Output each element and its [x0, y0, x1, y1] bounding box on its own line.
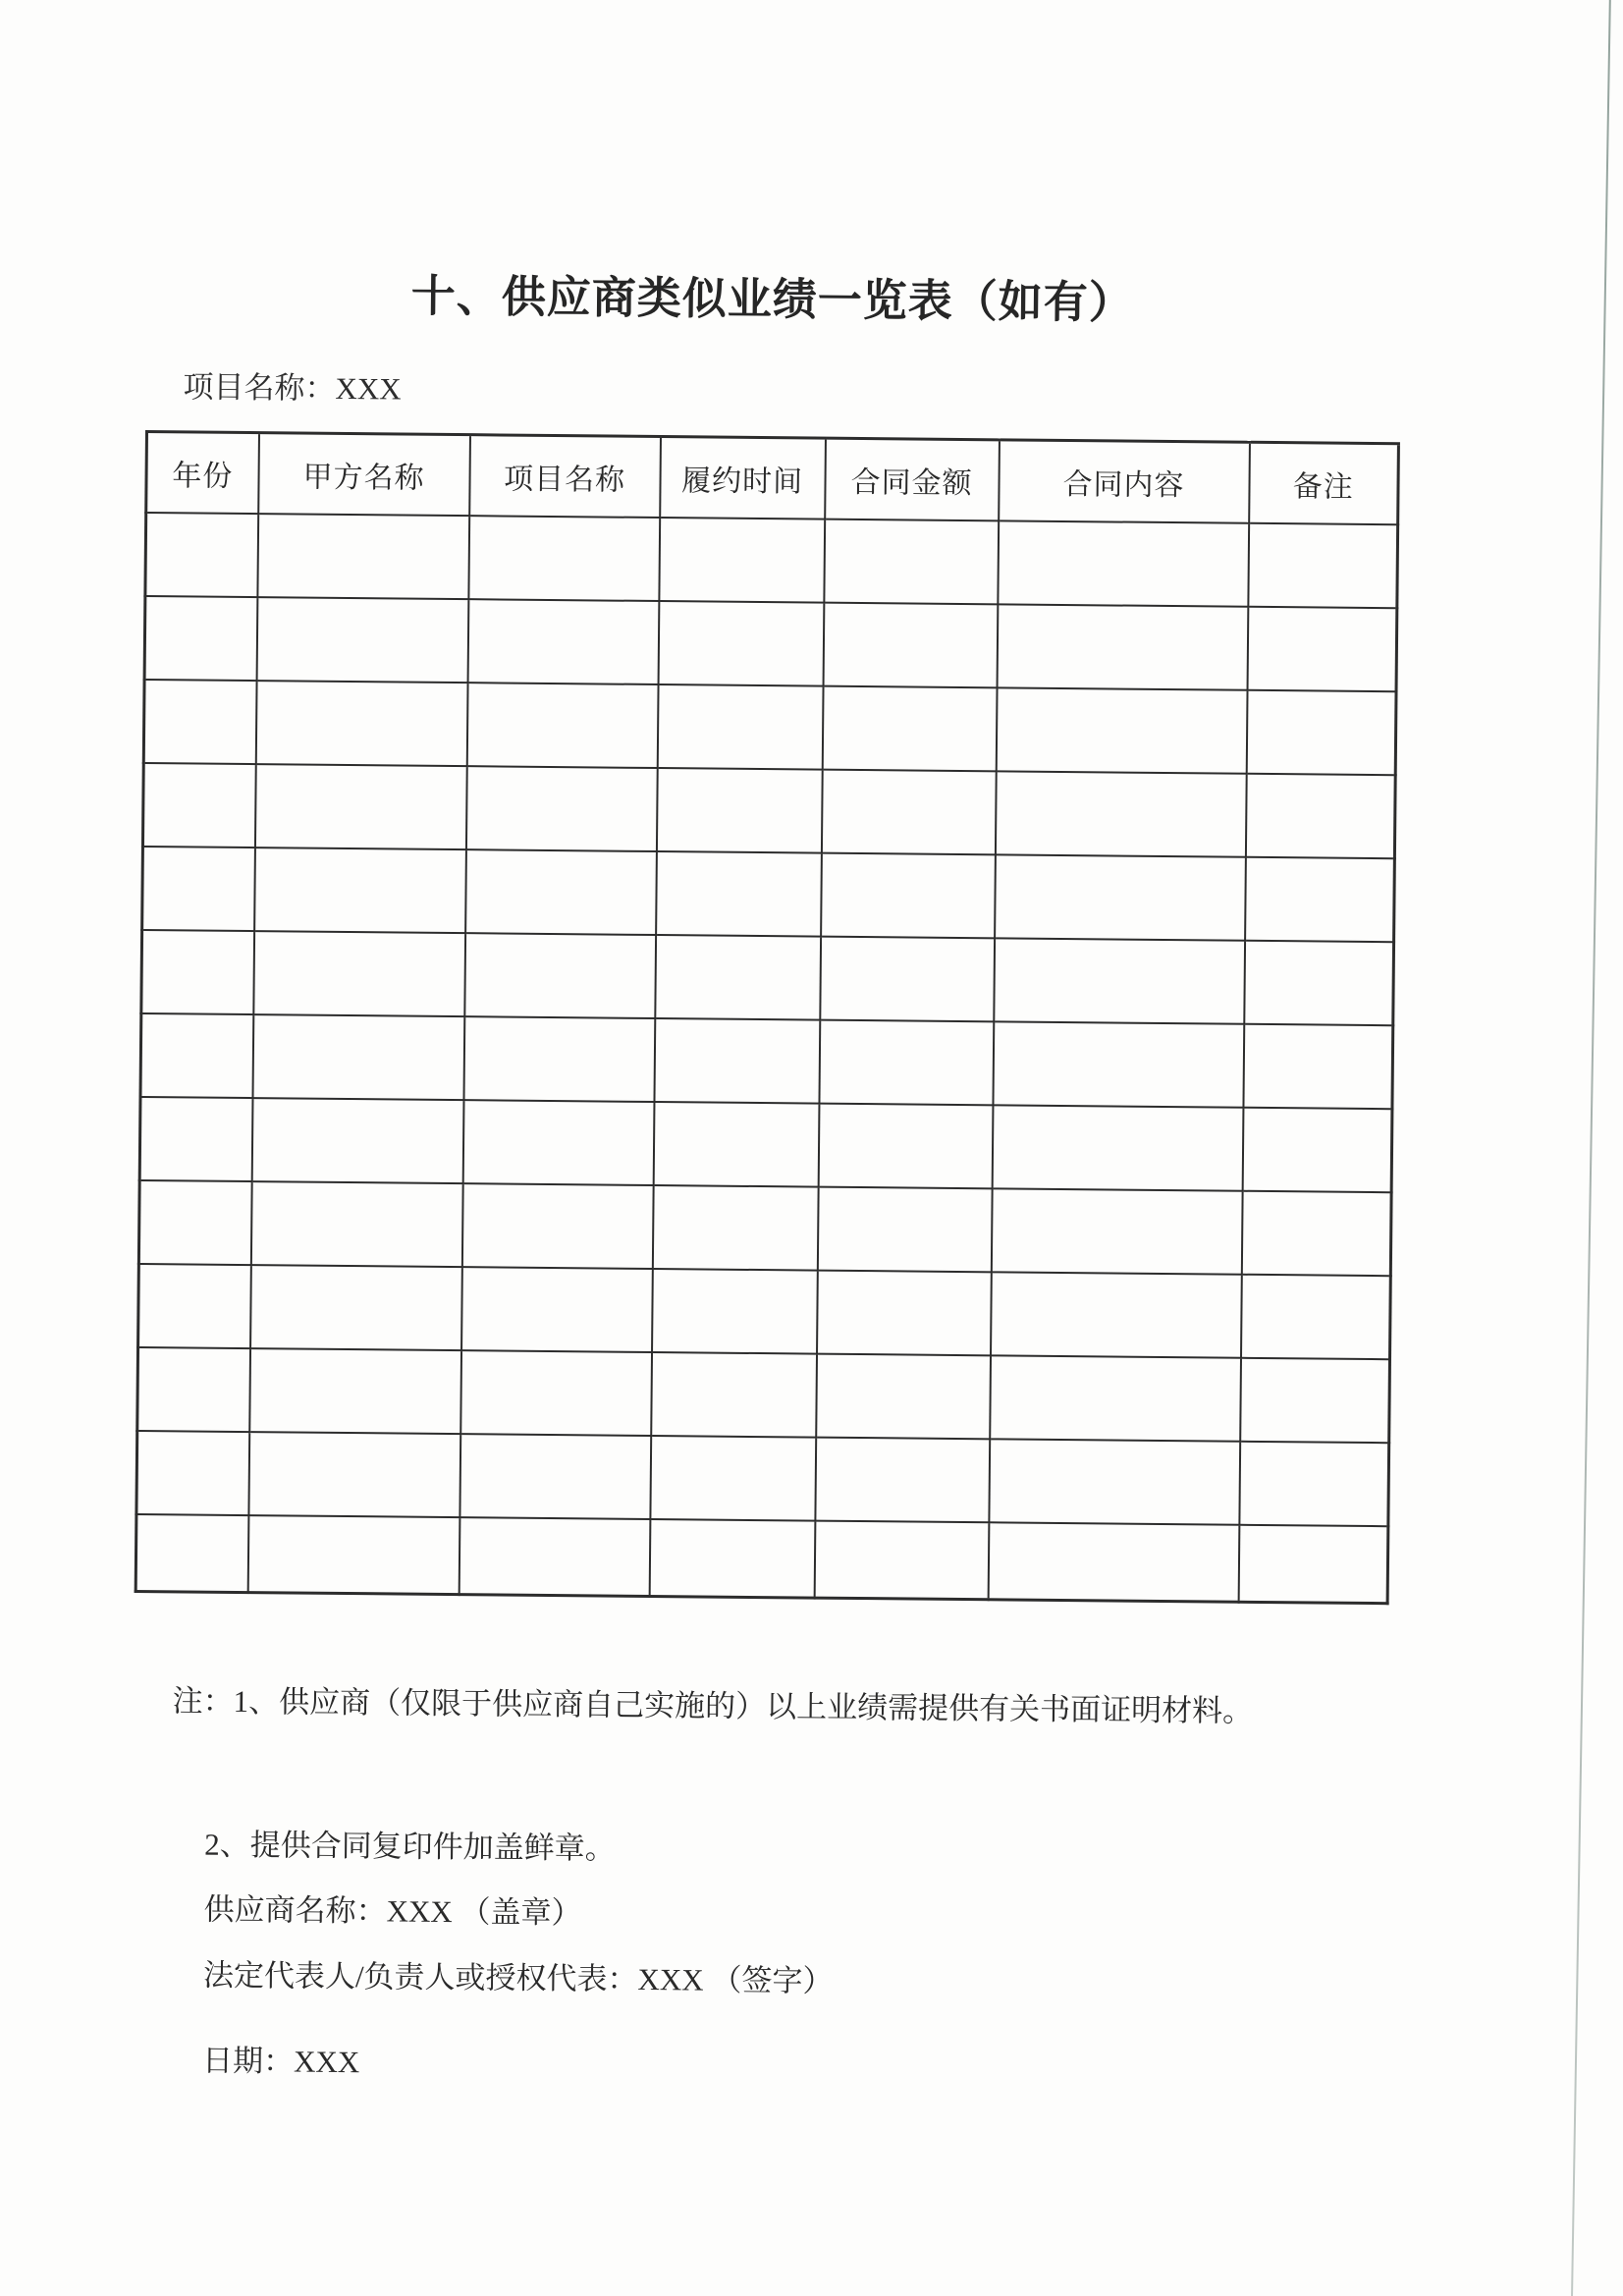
table-cell-empty: [997, 604, 1248, 689]
table-cell-empty: [659, 518, 825, 603]
table-cell-empty: [657, 684, 823, 770]
table-cell-empty: [814, 1520, 989, 1600]
table-cell-empty: [139, 1096, 252, 1180]
table-cell-empty: [818, 1103, 993, 1188]
table-cell-empty: [652, 1268, 818, 1353]
table-cell-empty: [141, 929, 254, 1013]
table-cell-empty: [816, 1353, 991, 1439]
table-row: [142, 846, 1395, 941]
table-cell-empty: [819, 1019, 994, 1105]
table-cell-empty: [460, 1434, 651, 1519]
table-cell-empty: [820, 936, 995, 1021]
table-cell-empty: [658, 601, 824, 686]
table-row: [138, 1179, 1391, 1275]
table-cell-empty: [817, 1186, 992, 1272]
table-row: [143, 680, 1396, 775]
table-row: [140, 1012, 1393, 1108]
table-row: [145, 513, 1398, 608]
table-cell-empty: [256, 597, 468, 683]
table-cell-empty: [459, 1517, 650, 1597]
table-cell-empty: [821, 852, 996, 938]
table-cell-empty: [468, 516, 660, 601]
table-cell-empty: [994, 938, 1245, 1023]
table-cell-empty: [654, 1018, 820, 1104]
table-cell-empty: [996, 687, 1247, 773]
table-cell-empty: [467, 599, 659, 684]
table-header-row: [146, 432, 1399, 524]
table-cell-empty: [1243, 1023, 1393, 1108]
table-cell-empty: [655, 935, 821, 1020]
table-row: [142, 762, 1395, 857]
table-cell-empty: [465, 766, 657, 851]
table-cell-empty: [461, 1183, 653, 1269]
table-cell-empty: [652, 1184, 818, 1270]
table-cell-empty: [142, 846, 255, 930]
table-cell-empty: [247, 1515, 460, 1595]
table-cell-empty: [649, 1518, 815, 1598]
table-cell-empty: [650, 1435, 816, 1520]
table-cell-empty: [250, 1265, 462, 1350]
table-cell-empty: [1241, 1274, 1391, 1358]
table-cell-empty: [1244, 940, 1394, 1024]
table-cell-empty: [138, 1263, 251, 1347]
column-header-performance-time: 履约时间: [660, 437, 826, 519]
table-cell-empty: [991, 1188, 1242, 1274]
column-header-party-a-name: 甲方名称: [258, 433, 470, 516]
column-header-remarks: 备注: [1249, 442, 1399, 523]
table-cell-empty: [466, 683, 658, 768]
table-cell-empty: [142, 762, 255, 847]
performance-table: [135, 430, 1400, 1605]
table-cell-empty: [1245, 856, 1395, 941]
table-row: [135, 1513, 1388, 1603]
table-cell-empty: [251, 1098, 463, 1183]
supplier-name-line: 供应商名称：XXX （盖章）: [203, 1891, 582, 1931]
table-cell-empty: [462, 1100, 654, 1185]
table-row: [137, 1346, 1390, 1442]
table-cell-empty: [1240, 1357, 1390, 1442]
table-cell-empty: [653, 1102, 819, 1187]
table-cell-empty: [463, 1016, 655, 1102]
table-body: [135, 513, 1397, 1604]
table-cell-empty: [249, 1348, 461, 1434]
legal-representative-line: 法定代表人/负责人或授权代表：XXX （签字）: [202, 1957, 834, 1998]
table-cell-empty: [135, 1513, 248, 1592]
table-cell-empty: [464, 933, 656, 1018]
table-row: [139, 1096, 1392, 1191]
column-header-year: 年份: [146, 432, 259, 514]
table-cell-empty: [822, 685, 997, 771]
table-cell-empty: [991, 1272, 1242, 1357]
table-cell-empty: [461, 1267, 653, 1352]
table-cell-empty: [138, 1179, 251, 1264]
table-cell-empty: [254, 764, 466, 849]
table-cell-empty: [145, 513, 258, 597]
table-cell-empty: [656, 851, 822, 937]
table-cell-empty: [257, 514, 469, 599]
table-cell-empty: [821, 769, 996, 854]
page-title: 十、供应商类似业绩一览表（如有）: [410, 271, 1135, 328]
table-cell-empty: [823, 602, 998, 687]
table-cell-empty: [136, 1430, 249, 1514]
table-cell-empty: [460, 1350, 652, 1436]
table-cell-empty: [465, 849, 657, 935]
table-cell-empty: [254, 847, 466, 933]
table-cell-empty: [656, 768, 822, 853]
table-cell-empty: [992, 1105, 1243, 1190]
table-cell-empty: [990, 1355, 1241, 1441]
table-cell-empty: [1246, 689, 1396, 774]
table-cell-empty: [250, 1181, 462, 1267]
table-cell-empty: [255, 681, 467, 766]
table-cell-empty: [1245, 773, 1395, 857]
table-cell-empty: [993, 1021, 1244, 1107]
table-row: [138, 1263, 1391, 1358]
note-line-1: 注：1、供应商（仅限于供应商自己实施的）以上业绩需提供有关书面证明材料。: [172, 1683, 1254, 1728]
table-cell-empty: [1239, 1441, 1389, 1525]
table-cell-empty: [989, 1439, 1240, 1524]
table-cell-empty: [817, 1270, 992, 1355]
table-cell-empty: [815, 1437, 990, 1522]
table-cell-empty: [1242, 1107, 1392, 1191]
table-cell-empty: [995, 771, 1246, 856]
table-cell-empty: [1241, 1190, 1391, 1275]
table-cell-empty: [824, 519, 999, 604]
table-cell-empty: [143, 680, 256, 764]
table-cell-empty: [651, 1351, 817, 1437]
project-name-line: 项目名称：XXX: [183, 369, 402, 407]
table-cell-empty: [1248, 522, 1398, 607]
table-cell-empty: [252, 1014, 464, 1100]
table-cell-empty: [253, 931, 465, 1016]
table-cell-empty: [137, 1346, 250, 1431]
table-cell-empty: [1247, 606, 1397, 690]
table-row: [136, 1430, 1389, 1525]
table-cell-empty: [248, 1432, 460, 1517]
column-header-contract-amount: 合同金额: [825, 438, 1000, 520]
table-cell-empty: [140, 1012, 253, 1097]
note-line-2: 2、提供合同复印件加盖鲜章。: [204, 1827, 616, 1866]
date-line: 日期：XXX: [201, 2043, 360, 2080]
table-row: [144, 596, 1397, 691]
table-row: [141, 929, 1394, 1024]
table-cell-empty: [995, 854, 1246, 940]
table-cell-empty: [988, 1522, 1239, 1602]
table-cell-empty: [998, 520, 1249, 606]
column-header-contract-content: 合同内容: [999, 440, 1250, 522]
table-cell-empty: [144, 596, 257, 681]
table-cell-empty: [1238, 1524, 1388, 1603]
column-header-project-name: 项目名称: [469, 435, 661, 518]
